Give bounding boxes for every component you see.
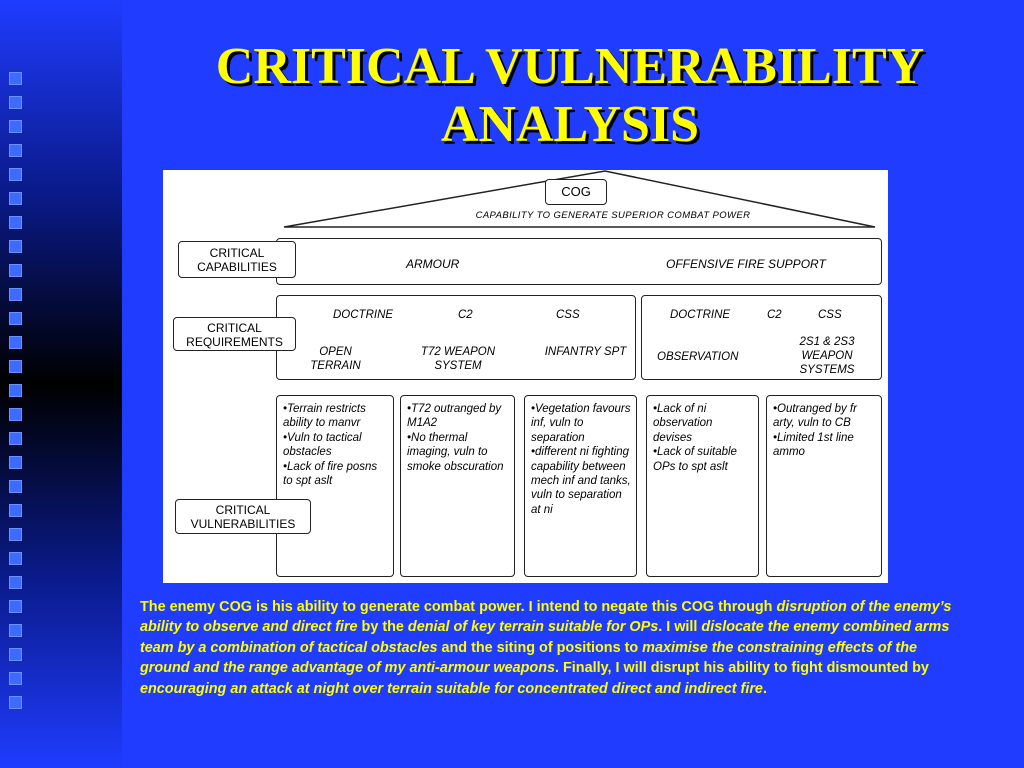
paragraph-text: and the siting of positions to	[437, 639, 643, 656]
paragraph-emphasis: dislocate the enemy combined arms team by a combination of tactical obstacles	[140, 619, 950, 656]
req-left-css: CSS	[556, 309, 580, 321]
paragraph-text: .	[762, 680, 767, 697]
sidebar-square	[9, 72, 22, 85]
row-label-requirements	[173, 317, 296, 351]
paragraph-text: . I will	[658, 619, 702, 636]
row-label-text: CRITICAL VULNERABILITIES	[190, 503, 296, 531]
row-label-capabilities	[178, 241, 296, 278]
sidebar-square	[9, 456, 22, 469]
sidebar-square	[9, 624, 22, 637]
sidebar-square	[9, 384, 22, 397]
req-right-c2: C2	[767, 309, 782, 321]
decorative-sidebar	[0, 0, 122, 768]
req-left-c2: C2	[458, 309, 473, 321]
req-2s1-2s3: 2S1 & 2S3 WEAPON SYSTEMS	[799, 336, 855, 376]
vulnerability-text: •T72 outranged by M1A2 •No thermal imaging, vuln to smoke obscuration	[407, 403, 504, 473]
req-observation: OBSERVATION	[657, 351, 739, 363]
sidebar-square	[9, 672, 22, 685]
vulnerability-text: •Terrain restricts ability to manvr •Vuln to tactical obstacles •Lack of fire posns to spt aslt	[283, 403, 378, 488]
row-label-vulnerabilities	[175, 499, 311, 534]
paragraph-emphasis: denial of key terrain suitable for OPs	[407, 619, 659, 636]
vulnerability-box	[766, 395, 882, 577]
sidebar-square	[9, 240, 22, 253]
req-right-css: CSS	[818, 309, 842, 321]
sidebar-square	[9, 216, 22, 229]
sidebar-square	[9, 192, 22, 205]
sidebar-square	[9, 600, 22, 613]
commander-intent-paragraph	[140, 597, 970, 699]
vulnerability-box	[524, 395, 637, 577]
vulnerability-text: •Lack of ni observation devises •Lack of suitable OPs to spt aslt	[653, 403, 737, 473]
sidebar-square	[9, 168, 22, 181]
cog-label: COG	[561, 184, 591, 199]
paragraph-text: by the	[357, 619, 408, 636]
capability-armour: ARMOUR	[406, 257, 460, 271]
vulnerability-box	[646, 395, 759, 577]
slide-title: CRITICAL VULNERABILITY ANALYSIS	[215, 38, 925, 153]
sidebar-square	[9, 408, 22, 421]
vulnerability-box	[276, 395, 394, 577]
paragraph-text: The enemy COG is his ability to generate combat power. I intend to negate this COG through	[140, 599, 777, 615]
sidebar-square	[9, 432, 22, 445]
sidebar-square	[9, 144, 22, 157]
sidebar-square	[9, 120, 22, 133]
paragraph-emphasis: disruption of the enemy’s ability to observe and direct fire	[140, 599, 952, 636]
cog-box	[545, 179, 607, 205]
req-infantry-spt: INFANTRY SPT	[544, 346, 627, 358]
req-t72-weapon-system: T72 WEAPON SYSTEM	[420, 346, 496, 372]
sidebar-square	[9, 336, 22, 349]
capability-fire-support: OFFENSIVE FIRE SUPPORT	[666, 257, 826, 271]
sidebar-square	[9, 504, 22, 517]
row-label-text: CRITICAL REQUIREMENTS	[186, 321, 283, 349]
cog-roof	[163, 170, 888, 240]
req-right-doctrine: DOCTRINE	[670, 309, 731, 321]
sidebar-square	[9, 648, 22, 661]
sidebar-square	[9, 480, 22, 493]
req-open-terrain: OPEN TERRAIN	[310, 346, 361, 372]
sidebar-square	[9, 288, 22, 301]
sidebar-square	[9, 96, 22, 109]
paragraph-emphasis: maximise the constraining effects of the ground and the range advantage of my anti-armour weapons	[140, 639, 917, 677]
vulnerability-diagram	[163, 170, 888, 583]
sidebar-square	[9, 528, 22, 541]
req-left-doctrine: DOCTRINE	[333, 309, 394, 321]
sidebar-square	[9, 264, 22, 277]
cog-subtitle: CAPABILITY TO GENERATE SUPERIOR COMBAT POWER	[475, 210, 751, 221]
vulnerability-text: •Vegetation favours inf, vuln to separation •different ni fighting capability between mech inf and tanks, vuln to separation at ni	[531, 403, 631, 516]
sidebar-square	[9, 696, 22, 709]
sidebar-square	[9, 552, 22, 565]
sidebar-square	[9, 360, 22, 373]
sidebar-square	[9, 312, 22, 325]
vulnerability-box	[400, 395, 515, 577]
vulnerability-text: •Outranged by fr arty, vuln to CB •Limited 1st line ammo	[773, 403, 857, 459]
row-label-text: CRITICAL CAPABILITIES	[197, 246, 277, 274]
paragraph-text: . Finally, I will disrupt his ability to fight dismounted by	[555, 660, 929, 677]
sidebar-square	[9, 576, 22, 589]
paragraph-emphasis: encouraging an attack at night over terrain suitable for concentrated direct and indirect fire	[140, 680, 763, 697]
